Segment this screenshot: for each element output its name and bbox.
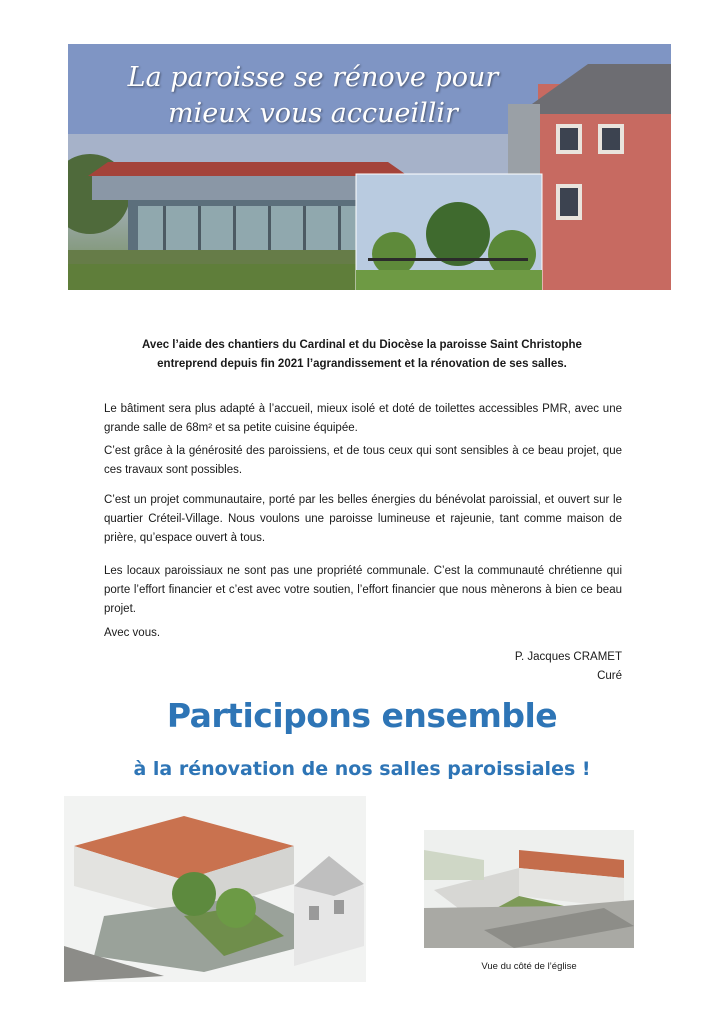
architect-render-left <box>64 796 366 982</box>
intro-line-1: Avec l’aide des chantiers du Cardinal et du Diocèse la paroisse Saint Christophe <box>142 339 582 351</box>
paragraph-4: Les locaux paroissiaux ne sont pas une propriété communale. C’est la communauté chrétienne qui porte l’effort financier et c’est avec votre soutien, l’effort financier que nous mènerons à bien ce beau projet. <box>104 565 622 615</box>
signature-name: P. Jacques CRAMET <box>514 651 622 663</box>
render-left-illustration <box>64 796 366 982</box>
banner-title-line-1: La paroisse se rénove pour <box>127 62 499 93</box>
architect-render-right <box>424 830 634 948</box>
intro-line-2: entreprend depuis fin 2021 l’agrandissement et la rénovation de ses salles. <box>157 358 567 370</box>
banner-title <box>108 60 518 132</box>
signature <box>515 648 622 686</box>
paragraph-1: Le bâtiment sera plus adapté à l’accueil, mieux isolé et doté de toilettes accessibles PMR, avec une grande salle de 68m² et sa petite cuisine équipée. <box>104 403 622 434</box>
headline: Participons ensemble <box>166 696 558 735</box>
subheadline: à la rénovation de nos salles paroissiales ! <box>133 758 591 780</box>
render-right-illustration <box>424 830 634 948</box>
banner-photo <box>68 44 671 290</box>
intro-text <box>110 336 614 374</box>
banner-title-line-2: mieux vous accueillir <box>168 98 458 129</box>
render-caption: Vue du côté de l’église <box>481 961 577 972</box>
paragraph-3: C’est un projet communautaire, porté par les belles énergies du bénévolat paroissial, et ouvert sur le quartier Créteil-Village. Nous voulons une paroisse lumineuse et rajeunie, tant comme maison de prière, qu’espace ouvert à tous. <box>104 494 622 544</box>
paragraph-2: C’est grâce à la générosité des paroissiens, et de tous ceux qui sont sensibles à ce beau projet, que ces travaux sont possibles. <box>104 445 622 476</box>
signature-role: Curé <box>597 670 622 682</box>
paragraph-5: Avec vous. <box>104 627 161 639</box>
